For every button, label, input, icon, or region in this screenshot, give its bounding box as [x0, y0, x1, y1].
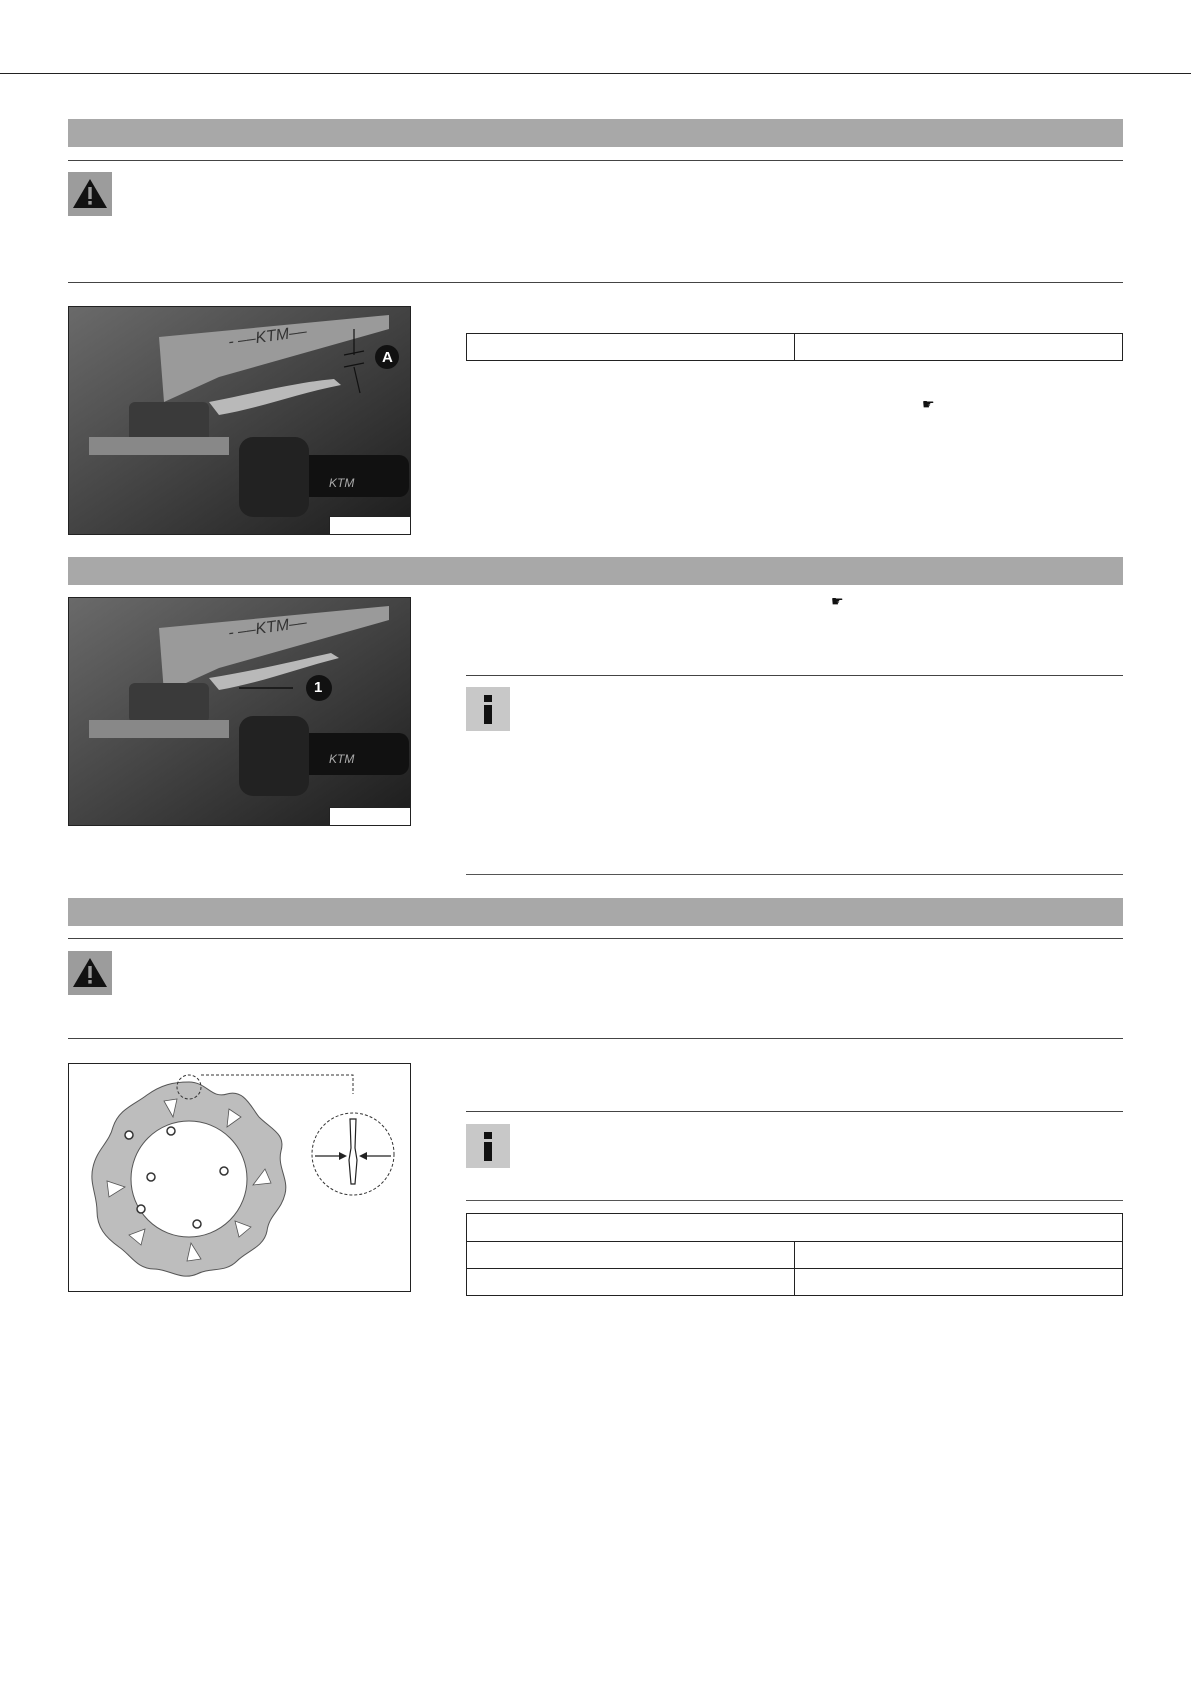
warning-triangle-icon	[68, 951, 112, 995]
table-header-cell	[467, 1214, 1123, 1242]
table-row	[467, 1242, 1123, 1269]
pointing-hand-icon: ☛	[831, 593, 844, 609]
table-cell	[467, 1242, 795, 1269]
svg-text:- ––KTM––: - ––KTM––	[227, 614, 308, 642]
pointing-hand-icon: ☛	[922, 396, 935, 412]
table-cell	[795, 1242, 1123, 1269]
warning-bottom-rule	[68, 1038, 1123, 1039]
info-i-icon	[466, 687, 510, 731]
table-cell	[795, 1269, 1123, 1296]
photo-reference-label	[329, 807, 410, 825]
table-row	[467, 1269, 1123, 1296]
svg-text:KTM: KTM	[329, 752, 355, 766]
page-header-rule	[0, 73, 1191, 74]
table-cell	[467, 1269, 795, 1296]
svg-text:KTM: KTM	[329, 476, 355, 490]
section-heading-band	[68, 557, 1123, 585]
info-icon-box	[466, 687, 510, 731]
warning-top-rule	[68, 938, 1123, 939]
info-bottom-rule	[466, 874, 1123, 875]
callout-a-label: A	[382, 349, 393, 366]
info-icon-box	[466, 1124, 510, 1168]
disc-thickness-table	[466, 1213, 1123, 1296]
table-row	[467, 334, 1123, 361]
table-cell	[467, 334, 795, 361]
section-heading-band	[68, 898, 1123, 926]
callout-1-label: 1	[314, 679, 323, 696]
brake-disc-diagram	[68, 1063, 411, 1292]
spec-table	[466, 333, 1123, 361]
info-i-icon	[466, 1124, 510, 1168]
warning-top-rule	[68, 160, 1123, 161]
warning-icon-box	[68, 951, 112, 995]
clutch-adjuster-photo	[68, 597, 411, 826]
table-cell	[795, 334, 1123, 361]
warning-triangle-icon	[68, 172, 112, 216]
callout-a-marker	[334, 327, 404, 397]
info-top-rule	[466, 675, 1123, 676]
warning-bottom-rule	[68, 282, 1123, 283]
warning-icon-box	[68, 172, 112, 216]
info-top-rule	[466, 1111, 1123, 1112]
info-bottom-rule	[466, 1200, 1123, 1201]
photo-reference-label	[329, 516, 410, 534]
svg-text:- ––KTM––: - ––KTM––	[227, 323, 308, 351]
clutch-lever-photo	[68, 306, 411, 535]
section-heading-band	[68, 119, 1123, 147]
table-row	[467, 1214, 1123, 1242]
